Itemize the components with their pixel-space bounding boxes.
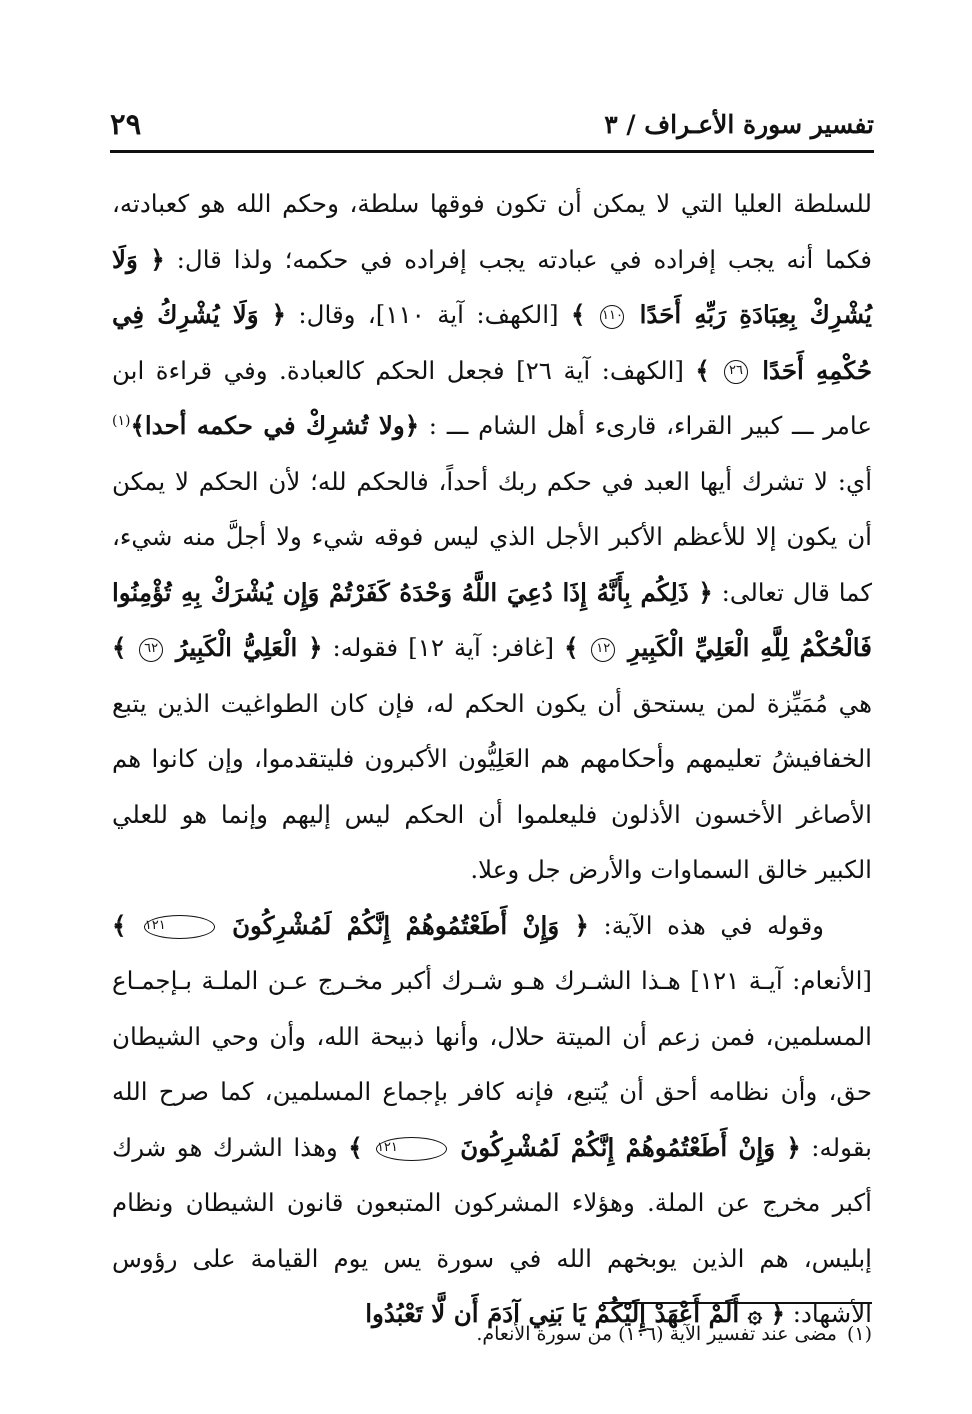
footnote-number: (١) [846,1323,872,1345]
text-segment: للسلطة العليا التي لا يمكن أن تكون فوقها سلطة، وحكم الله هو كعبادته، فكما أنه يجب إفراده في عبادته يجب إفراده في حكمه؛ ولذا قال: [112,189,872,274]
quran-verse: ﴿ وَإِنْ أَطَعْتُمُوهُمْ إِنَّكُمْ لَمُشْرِكُونَ ١٢١ ﴾ [348,1132,801,1162]
paragraph-2 [112,898,872,1342]
paragraph-1 [112,176,872,898]
text-segment: [غافر: آية ١٢] فقوله: [322,633,565,662]
footnote [112,1318,872,1350]
quran-verse: ﴿ وَلَا يُشْرِكْ بِعِبَادَةِ رَبِّهِ أَحَدًا ١١٠ ﴾ [112,244,872,329]
page-number: ٢٩ [110,107,142,141]
footnote-rule [602,1302,872,1304]
quran-verse: ﴿ الْعَلِيُّ الْكَبِيرُ ٦٢ ﴾ [112,633,323,662]
text-segment: [الكهف: آية ٢٦] فجعل الحكم كالعبادة. وفي قراءة ابن عامر ـــ كبير القراء، قارىء أهل الشام ـــ : [112,355,872,440]
verse-number: ٢٦ [724,360,748,384]
header-rule [110,150,874,153]
text-segment: أي: لا تشرك أيها العبد في حكم ربك أحداً، فالحكم لله؛ لأن الحكم لا يمكن أن يكون إلا للأعظم الأكبر الأجل الذي ليس فوقه شيء ولا أجلَّ منه شيء، كما قال تعالى: [112,466,872,607]
verse-number: ١٢ [591,638,615,662]
text-segment: [الأنعام: آيـة ١٢١] هـذا الشـرك هـو شـرك أكبر مخـرج عـن الملـة بـإجمـاع المسلمين، فمن زعم أن الميتة حلال، وأنها ذبيحة الله، وأن وحي الشيطان حق، وأن نظامه أحق أن يُتبع، فإنه كافر بإجماع المسلمين، كما صرح الله بقوله: [112,966,872,1162]
quran-verse: ﴿ ذَلِكُم بِأَنَّهُ إِذَا دُعِيَ اللَّهُ وَحْدَهُ كَفَرْتُمْ وَإِن يُشْرَكْ بِهِ تُؤْمِنُوا فَالْحُكْمُ لِلَّهِ الْعَلِيِّ الْكَبِيرِ ١٢ ﴾ [112,577,872,662]
quran-verse: ﴿ وَإِنْ أَطَعْتُمُوهُمْ إِنَّكُمْ لَمُشْرِكُونَ ١٢١ ﴾ [112,910,589,940]
text-segment: وهذا الشرك هو شرك أكبر مخرج عن الملة. وهؤلاء المشركون المتبعون قانون الشيطان ونظام إبليس، هم الذين يوبخهم الله في سورة يس يوم القيامة على رؤوس الأشهاد: [112,1132,872,1328]
verse-number: ١٢١ [376,1137,447,1161]
verse-number: ١١٠ [600,305,624,329]
footnote-reference[interactable]: (١) [112,412,131,429]
quran-reading: ﴿ولا تُشرِكْ في حكمه أحدا﴾ [130,411,420,440]
text-segment: وقوله في هذه الآية: [588,910,824,940]
verse-number: ١٢١ [144,915,215,939]
quran-verse: ﴿ ۞ أَلَمْ أَعْهَدْ إِلَيْكُمْ يَا بَنِي آدَمَ أَن لَّا تَعْبُدُوا [365,1299,785,1328]
footnote-text: مضى عند تفسير الآية (١٠٦) من سورة الأنعام. [476,1323,837,1345]
page-header [110,100,874,148]
text-segment: هي مُمَيِّزة لمن يستحق أن يكون الحكم له، فإن كان الطواغيت الذين يتبع الخفافيشُ تعليمهم وأحكامهم هم العَلِيُّون الأكبرون فليتقدموا، وإن كانوا هم الأصاغر الأخسون الأذلون فليعلموا أن الحكم ليس إليهم وإنما هو للعلي الكبير خالق السماوات والأرض جل وعلا. [112,688,872,884]
text-segment: [الكهف: آية ١١٠]، وقال: [286,300,571,329]
verse-number: ٦٢ [139,638,163,662]
running-title: تفسير سورة الأعـراف / ٣ [604,109,874,139]
quran-verse: ﴿ وَلَا يُشْرِكُ فِي حُكْمِهِ أَحَدًا ٢٦ ﴾ [112,300,872,385]
body-text [112,176,872,1342]
